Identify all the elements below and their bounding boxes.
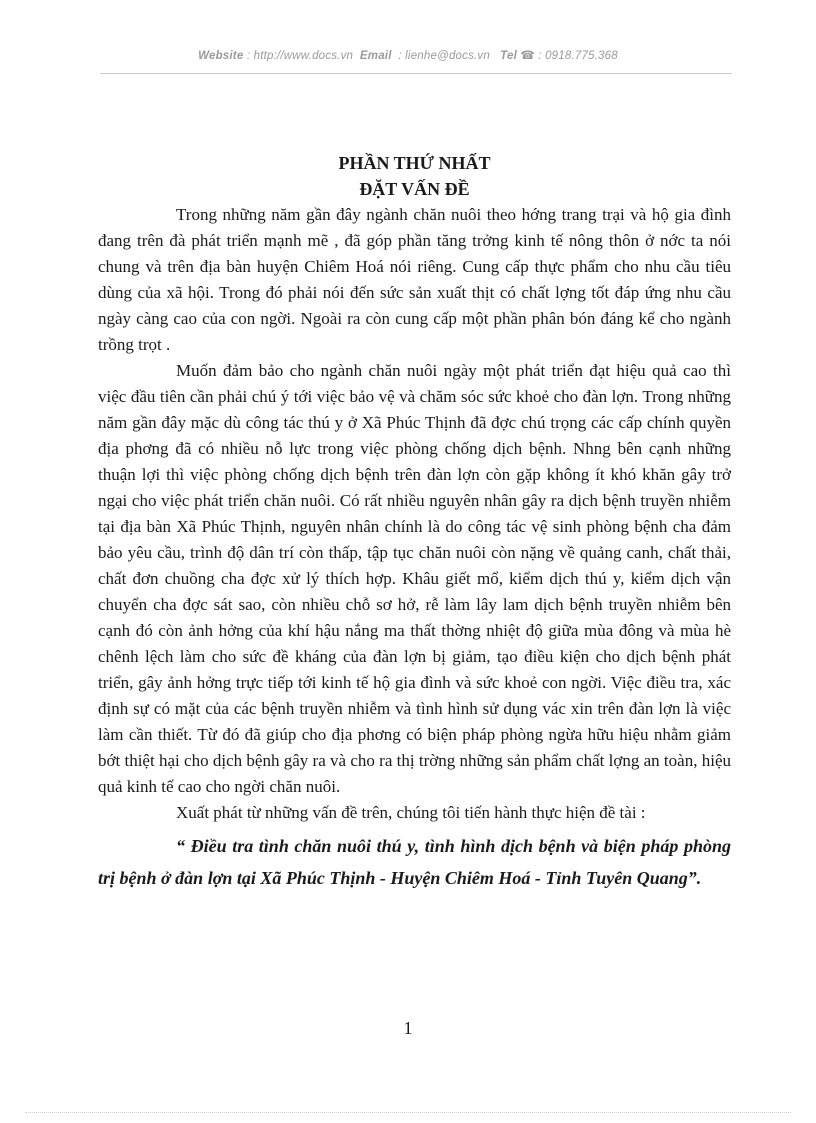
website-label: Website bbox=[198, 50, 244, 62]
email-value: : lienhe@docs.vn bbox=[398, 50, 490, 62]
page-number: 1 bbox=[403, 1018, 413, 1038]
document-body bbox=[98, 150, 731, 894]
paragraph-1: Trong những năm gần đây ngành chăn nuôi theo hớng trang trại và hộ gia đình đang trên đà phát triển mạnh mẽ , đã góp phần tăng trởng kinh tế nông thôn ở nớc ta nói chung và trên địa bàn huyện Chiêm Hoá nói riêng. Cung cấp thực phẩm cho nhu cầu tiêu dùng của xã hội. Trong đó phải nói đến sức sản xuất thịt có chất lợng tốt đáp ứng nhu cầu ngày càng cao của con ngời. Ngoài ra còn cung cấp một phần phân bón đáng kể cho ngành trồng trọt . bbox=[98, 205, 731, 354]
paragraph-3: Xuất phát từ những vấn đề trên, chúng tôi tiến hành thực hiện đề tài : bbox=[176, 803, 646, 822]
website-value: : http://www.docs.vn bbox=[246, 50, 354, 62]
topic-title: “ Điều tra tình chăn nuôi thú y, tình hình dịch bệnh và biện pháp phòng trị bệnh ở đàn lợn tại Xã Phúc Thịnh - Huyện Chiêm Hoá - Tỉnh Tuyên Quang”. bbox=[98, 836, 731, 888]
email-label: Email bbox=[359, 50, 392, 62]
section-subtitle: ĐẶT VẤN ĐỀ bbox=[359, 179, 470, 199]
tel-label: Tel bbox=[500, 50, 517, 62]
page-header bbox=[0, 48, 816, 62]
footer-divider bbox=[25, 1112, 791, 1113]
paragraph-2: Muốn đảm bảo cho ngành chăn nuôi ngày một phát triển đạt hiệu quả cao thì việc đầu tiên cần phải chú ý tới việc bảo vệ và chăm sóc sức khoẻ cho đàn lợn. Trong những năm gần đây mặc dù công tác thú y ở Xã Phúc Thịnh đã đợc chú trọng các cấp chính quyền địa phơng đã có nhiều nỗ lực trong việc phòng chống dịch bệnh. Nhng bên cạnh những thuận lợi thì việc phòng chống dịch bệnh trên đàn lợn còn gặp không ít khó khăn gây trở ngại cho việc phát triển chăn nuôi. Có rất nhiều nguyên nhân gây ra dịch bệnh truyền nhiễm tại địa bàn Xã Phúc Thịnh, nguyên nhân chính là do công tác vệ sinh phòng bệnh cha đảm bảo yêu cầu, trình độ dân trí còn thấp, tập tục chăn nuôi còn nặng về quảng canh, chất thải, chất đơn chuồng cha đợc xử lý thích hợp. Khâu giết mổ, kiểm dịch thú y, kiểm dịch vận chuyển cha đợc sát sao, còn nhiều chỗ sơ hở, rễ làm lây lam dịch bệnh truyền nhiễm bên cạnh đó còn ảnh hởng của khí hậu nắng ma thất thờng nhiệt độ giữa mùa đông và mùa hè chênh lệch làm cho sức đề kháng của đàn lợn bị giảm, tạo điều kiện cho dịch bệnh phát triển, gây ảnh hởng trực tiếp tới kinh tế hộ gia đình và sức khoẻ con ngời. Việc điều tra, xác định sự có mặt của các bệnh truyền nhiễm và tình hình sử dụng vác xin trên đàn lợn là việc làm cần thiết. Từ đó đã giúp cho địa phơng có biện pháp phòng ngừa hữu hiệu nhằm giảm bớt thiệt hại cho dịch bệnh gây ra và cho ra thị trờng những sản phẩm chất lợng an toàn, hiệu quả kinh tế cao cho ngời chăn nuôi. bbox=[98, 361, 731, 796]
header-divider bbox=[100, 73, 732, 74]
section-title: PHẦN THỨ NHẤT bbox=[338, 153, 491, 173]
tel-value: ☎ : 0918.775.368 bbox=[520, 50, 618, 62]
